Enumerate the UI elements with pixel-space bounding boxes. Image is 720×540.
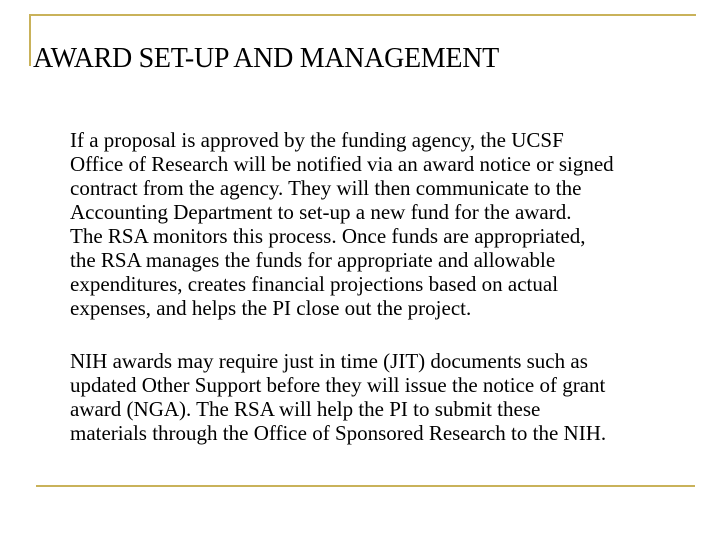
slide-title: AWARD SET-UP AND MANAGEMENT bbox=[33, 42, 499, 74]
slide-body bbox=[70, 128, 710, 445]
title-frame-vertical-line bbox=[29, 14, 31, 66]
bottom-frame-line bbox=[36, 485, 695, 487]
text-line: Office of Research will be notified via an award notice or signed bbox=[70, 152, 614, 176]
text-line: expenditures, creates financial projections based on actual bbox=[70, 272, 559, 296]
paragraph-nih-jit bbox=[70, 349, 710, 445]
text-line: updated Other Support before they will issue the notice of grant bbox=[70, 373, 606, 397]
text-line: contract from the agency. They will then communicate to the bbox=[70, 176, 582, 200]
text-line: materials through the Office of Sponsored Research to the NIH. bbox=[70, 421, 607, 445]
text-line: the RSA manages the funds for appropriate and allowable bbox=[70, 248, 556, 272]
paragraph-award-process bbox=[70, 128, 710, 320]
title-frame-top-line bbox=[29, 14, 696, 16]
text-line: NIH awards may require just in time (JIT) documents such as bbox=[70, 349, 588, 373]
text-line: award (NGA). The RSA will help the PI to submit these bbox=[70, 397, 541, 421]
text-line: The RSA monitors this process. Once funds are appropriated, bbox=[70, 224, 586, 248]
text-line: Accounting Department to set-up a new fund for the award. bbox=[70, 200, 572, 224]
text-line: expenses, and helps the PI close out the project. bbox=[70, 296, 472, 320]
text-line: If a proposal is approved by the funding agency, the UCSF bbox=[70, 128, 564, 152]
